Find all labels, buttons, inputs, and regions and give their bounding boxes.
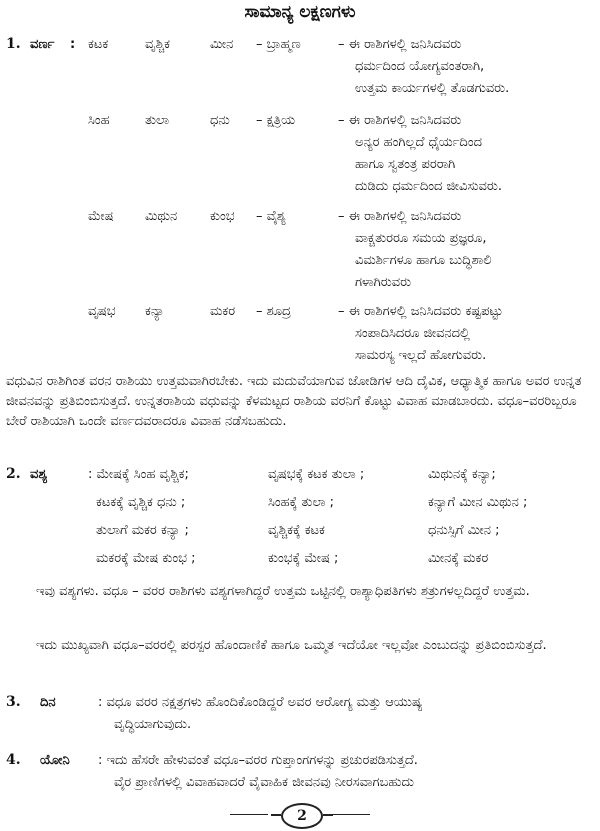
section-3-line: ವೃದ್ಧಿಯಾಗುವುದು. <box>114 717 192 732</box>
section-2-heading: ವಶ್ಯ <box>30 467 48 482</box>
varna-desc-line: – ಈ ರಾಶಿಗಳಲ್ಲಿ ಜನಿಸಿದವರು ಕಷ್ಟಪಟ್ಟು <box>338 304 503 319</box>
sign-label: ಕುಂಭ <box>210 209 235 224</box>
varna-desc-line: ಗಳಾಗಿರುವರು <box>355 275 412 290</box>
vashya-cell: ಧನುಸ್ಸಿಗೆ ಮೀನ ; <box>428 523 500 538</box>
section-3-line: : ವಧೂ ವರರ ನಕ್ಷತ್ರಗಳು ಹೊಂದಿಕೊಂಡಿದ್ದರೆ ಅವರ ಆರೋಗ್ಯ ಮತ್ತು ಆಯುಷ್ಯ <box>98 695 423 710</box>
varna-desc-line: ದುಡಿದು ಧರ್ಮದಿಂದ ಜೀವಿಸುವರು. <box>355 179 502 194</box>
section-4-heading: ಯೋನಿ <box>40 753 70 768</box>
sign-label: ವೃಶ್ಚಿಕ <box>145 37 170 52</box>
section-2-number: 2. <box>6 466 21 482</box>
section-1-number: 1. <box>6 36 21 52</box>
vashya-cell: ಕುಂಭಕ್ಕೆ ಮೇಷ ; <box>268 551 339 566</box>
varna-desc-line: – ಈ ರಾಶಿಗಳಲ್ಲಿ ಜನಿಸಿದವರು <box>338 37 462 52</box>
sign-label: ಮೇಷ <box>88 209 114 224</box>
page-title: ಸಾಮಾನ್ಯ ಲಕ್ಷಣಗಳು <box>244 2 356 22</box>
section-1-heading: ವರ್ಣ <box>30 37 55 52</box>
vashya-cell: : ಮೇಷಕ್ಕೆ ಸಿಂಹ ವೃಶ್ಚಿಕ; <box>88 467 189 482</box>
footer-rule-left <box>230 814 268 815</box>
sign-label: ಕನ್ಯಾ <box>145 304 165 319</box>
page-number: 2 <box>281 803 323 829</box>
vashya-paragraph-2: ಇದು ಮುಖ್ಯವಾಗಿ ವಧೂ–ವರರಲ್ಲಿ ಪರಸ್ಪರ ಹೊಂದಾಣಿಕೆ ಹಾಗೂ ಒಮ್ಮತ ಇದೆಯೋ ಇಲ್ಲವೋ ಎಂಬುದನ್ನು ಪ್ರತಿಬಿಂಬಿಸುತ್ತದೆ. <box>36 638 547 653</box>
varna-desc-line: ಅನ್ಯರ ಹಂಗಿಲ್ಲದೆ ಧೈರ್ಯದಿಂದ <box>355 135 482 150</box>
varna-desc-line: – ಈ ರಾಶಿಗಳಲ್ಲಿ ಜನಿಸಿದವರು <box>338 209 462 224</box>
sign-label: ಧನು <box>210 113 230 128</box>
vashya-cell: ತುಲಾಗೆ ಮಕರ ಕನ್ಯಾ ; <box>96 523 189 538</box>
section-3-heading: ದಿನ <box>40 695 56 710</box>
varna-desc-line: ಉತ್ತಮ ಕಾರ್ಯಗಳಲ್ಲಿ ತೊಡಗುವರು. <box>355 81 510 96</box>
varna-paragraph: ವಧುವಿನ ರಾಶಿಗಿಂತ ವರನ ರಾಶಿಯು ಉತ್ತಮವಾಗಿರಬೇಕು. ಇದು ಮದುವೆಯಾಗುವ ಜೋಡಿಗಳ ಆದಿ ದೈವಿಕ, ಆಧ್ಯಾತ್ಮಿಕ ಹಾಗೂ ಅವರ ಉನ್ನತ ಜೀವನವನ್ನು ಪ್ರತಿಬಿಂಬಿಸುತ್ತದೆ. ಉನ್ನತರಾಶಿಯ ವಧುವನ್ನು ಕೆಳಮಟ್ಟದ ರಾಶಿಯ ವರನಿಗೆ ಕೊಟ್ಟು ವಿವಾಹ ಮಾಡಬಾರದು. ವಧೂ–ವರರಿಬ್ಬರೂ ಬೇರೆ ರಾಶಿಯಾಗಿ ಒಂದೇ ವರ್ಣದವರಾದರೂ ವಿವಾಹ ನಡೆಸಬಹುದು. <box>6 374 582 429</box>
varna-label: – ವೈಶ್ಯ <box>256 209 286 224</box>
vashya-cell: ಮೀನಕ್ಕೆ ಮಕರ <box>428 551 489 566</box>
section-4-number: 4. <box>6 752 21 768</box>
vashya-cell: ವೃಶ್ಚಿಕಕ್ಕೆ ಕಟಕ <box>268 523 325 538</box>
section-1-colon: : <box>70 37 76 52</box>
varna-desc-line: ಸಾಮರಸ್ಯ ಇಲ್ಲದೆ ಹೋಗುವರು. <box>355 348 487 363</box>
vashya-cell: ಸಿಂಹಕ್ಕೆ ತುಲಾ ; <box>268 495 334 510</box>
vashya-cell: ಕಟಕಕ್ಕೆ ವೃಶ್ಚಿಕ ಧನು ; <box>96 495 186 510</box>
varna-desc-line: ವಾಕ್ಚತುರರೂ ಸಮಯ ಪ್ರಜ್ಞರೂ, <box>355 231 487 246</box>
vashya-cell: ಮಕರಕ್ಕೆ ಮೇಷ ಕುಂಭ ; <box>96 551 196 566</box>
sign-label: ಮಕರ <box>210 304 236 319</box>
section-4-line: ವೈರ ಪ್ರಾಣಿಗಳಲ್ಲಿ ವಿವಾಹವಾದರೆ ವೈವಾಹಿಕ ಜೀವನವು ನೀರಸವಾಗಬಹುದು <box>114 775 415 790</box>
sign-label: ತುಲಾ <box>145 113 170 128</box>
vashya-cell: ವೃಷಭಕ್ಕೆ ಕಟಕ ತುಲಾ ; <box>268 467 365 482</box>
varna-desc-line: ಧರ್ಮದಿಂದ ಯೋಗ್ಯವಂತರಾಗಿ, <box>355 59 485 74</box>
section-4-line: : ಇದು ಹೆಸರೇ ಹೇಳುವಂತೆ ವಧೂ–ವರರ ಗುಪ್ತಾಂಗಗಳನ್ನು ಪ್ರಚುರಪಡಿಸುತ್ತದೆ. <box>98 753 418 768</box>
varna-desc-line: ಹಾಗೂ ಸ್ವತಂತ್ರ ಪರರಾಗಿ <box>355 157 456 172</box>
varna-desc-line: – ಈ ರಾಶಿಗಳಲ್ಲಿ ಜನಿಸಿದವರು <box>338 113 462 128</box>
vashya-paragraph-1: ಇವು ವಶ್ಯಗಳು. ವಧೂ – ವರರ ರಾಶಿಗಳು ವಶ್ಯಗಳಾಗಿದ್ದರೆ ಉತ್ತಮ ಒಟ್ಟಿನಲ್ಲಿ ರಾಶ್ಯಾಧಿಪತಿಗಳು ಶತ್ರುಗಳಲ್ಲದಿದ್ದರೆ ಉತ್ತಮ. <box>36 584 530 599</box>
footer-rule-right <box>332 814 370 815</box>
section-3-number: 3. <box>6 694 21 710</box>
varna-label: – ಕ್ಷತ್ರಿಯ <box>256 113 296 128</box>
sign-label: ಕಟಕ <box>88 37 109 52</box>
varna-label: – ಬ್ರಾಹ್ಮಣ <box>256 37 301 52</box>
sign-label: ಮೀನ <box>210 37 234 52</box>
varna-label: – ಶೂದ್ರ <box>256 304 292 319</box>
vashya-cell: ಮಿಥುನಕ್ಕೆ ಕನ್ಯಾ; <box>428 467 496 482</box>
sign-label: ಮಿಥುನ <box>145 209 178 224</box>
varna-desc-line: ವಿಮರ್ಶಿಗಳೂ ಹಾಗೂ ಬುದ್ಧಿಶಾಲಿ <box>355 253 492 268</box>
sign-label: ಸಿಂಹ <box>88 113 110 128</box>
varna-desc-line: ಸಂಪಾದಿಸಿದರೂ ಜೀವನದಲ್ಲಿ <box>355 326 470 341</box>
vashya-cell: ಕನ್ಯಾಗೆ ಮೀನ ಮಿಥುನ ; <box>428 495 528 510</box>
sign-label: ವೃಷಭ <box>88 304 116 319</box>
